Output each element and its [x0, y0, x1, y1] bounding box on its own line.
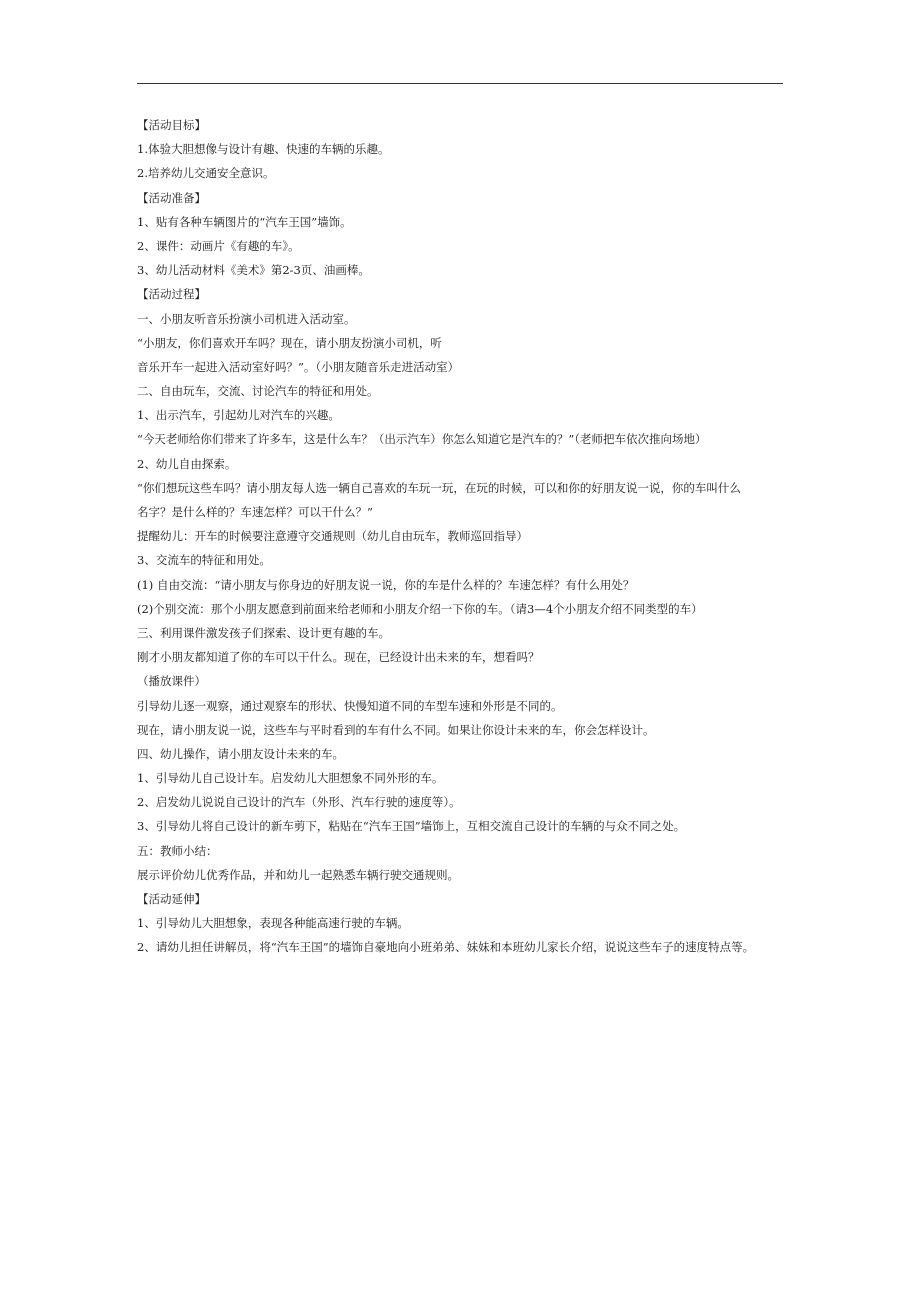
text-line: 3、引导幼儿将自己设计的新车剪下，粘贴在“汽车王国”墙饰上，互相交流自己设计的车辆的与众不同之处。: [137, 819, 686, 834]
text-line: 2、课件：动画片《有趣的车》。: [137, 238, 300, 253]
text-line: 1.体验大胆想像与设计有趣、快速的车辆的乐趣。: [137, 142, 390, 157]
header-rule: [137, 83, 783, 84]
text-line: 2、启发幼儿说说自己设计的汽车（外形、汽车行驶的速度等）。: [137, 795, 461, 810]
section-heading-process: 【活动过程】: [137, 287, 206, 302]
text-line: 1、贴有各种车辆图片的“汽车王国”墙饰。: [137, 214, 352, 229]
text-line: 音乐开车一起进入活动室好吗？”。（小朋友随音乐走进活动室）: [137, 359, 460, 374]
text-line: 刚才小朋友都知道了你的车可以干什么。现在，已经设计出未来的车，想看吗？: [137, 650, 540, 665]
text-line: 2、请幼儿担任讲解员，将“汽车王国”的墙饰自豪地向小班弟弟、妹妹和本班幼儿家长介绍，说说这些车子的速度特点等。: [137, 940, 755, 955]
document-body: [137, 113, 797, 960]
text-line: (1) 自由交流：“请小朋友与你身边的好朋友说一说，你的车是什么样的？车速怎样？有什么用处？: [137, 577, 635, 592]
text-line: (2)个别交流：那个小朋友愿意到前面来给老师和小朋友介绍一下你的车。（请3—4个小朋友介绍不同类型的车）: [137, 601, 703, 616]
text-line: 五：教师小结：: [137, 843, 218, 858]
text-line: 名字？是什么样的？车速怎样？可以干什么？”: [137, 505, 373, 519]
section-heading-extension: 【活动延伸】: [137, 892, 206, 906]
text-line: 1、引导幼儿大胆想象，表现各种能高速行驶的车辆。: [137, 916, 409, 931]
text-line: 2.培养幼儿交通安全意识。: [137, 166, 275, 181]
text-line: 3、幼儿活动材料《美术》第2-3页、油画棒。: [137, 263, 370, 278]
text-line: 二、自由玩车，交流、讨论汽车的特征和用处。: [137, 384, 379, 399]
text-line: 展示评价幼儿优秀作品，并和幼儿一起熟悉车辆行驶交通规则。: [137, 867, 459, 882]
text-line: 3、交流车的特征和用处。: [137, 553, 271, 568]
text-line: 三、利用课件激发孩子们探索、设计更有趣的车。: [137, 625, 390, 640]
text-line: “今天老师给你们带来了许多车，这是什么车？（出示汽车）你怎么知道它是汽车的？”（老师把车依次推向场地）: [137, 432, 707, 447]
text-line: 1、引导幼儿自己设计车。启发幼儿大胆想象不同外形的车。: [137, 771, 444, 786]
text-line: 2、幼儿自由探索。: [137, 456, 237, 471]
text-line: 引导幼儿逐一观察，通过观察车的形状、快慢知道不同的车型车速和外形是不同的。: [137, 698, 563, 713]
section-heading-goals: 【活动目标】: [137, 118, 206, 132]
text-line: 四、幼儿操作，请小朋友设计未来的车。: [137, 746, 344, 761]
text-line: “你们想玩这些车吗？请小朋友每人选一辆自己喜欢的车玩一玩，在玩的时候，可以和你的好朋友说一说，你的车叫什么: [137, 480, 741, 495]
text-line: 1、出示汽车，引起幼儿对汽车的兴趣。: [137, 408, 340, 423]
text-line: 提醒幼儿：开车的时候要注意遵守交通规则（幼儿自由玩车，教师巡回指导）: [137, 529, 528, 544]
text-line: （播放课件）: [137, 674, 206, 689]
section-heading-preparation: 【活动准备】: [137, 190, 206, 205]
text-line: 现在，请小朋友说一说，这些车与平时看到的车有什么不同。如果让你设计未来的车，你会怎样设计。: [137, 722, 655, 737]
text-line: 一、小朋友听音乐扮演小司机进入活动室。: [137, 311, 356, 326]
text-line: “小朋友，你们喜欢开车吗？现在，请小朋友扮演小司机，听: [137, 335, 442, 350]
